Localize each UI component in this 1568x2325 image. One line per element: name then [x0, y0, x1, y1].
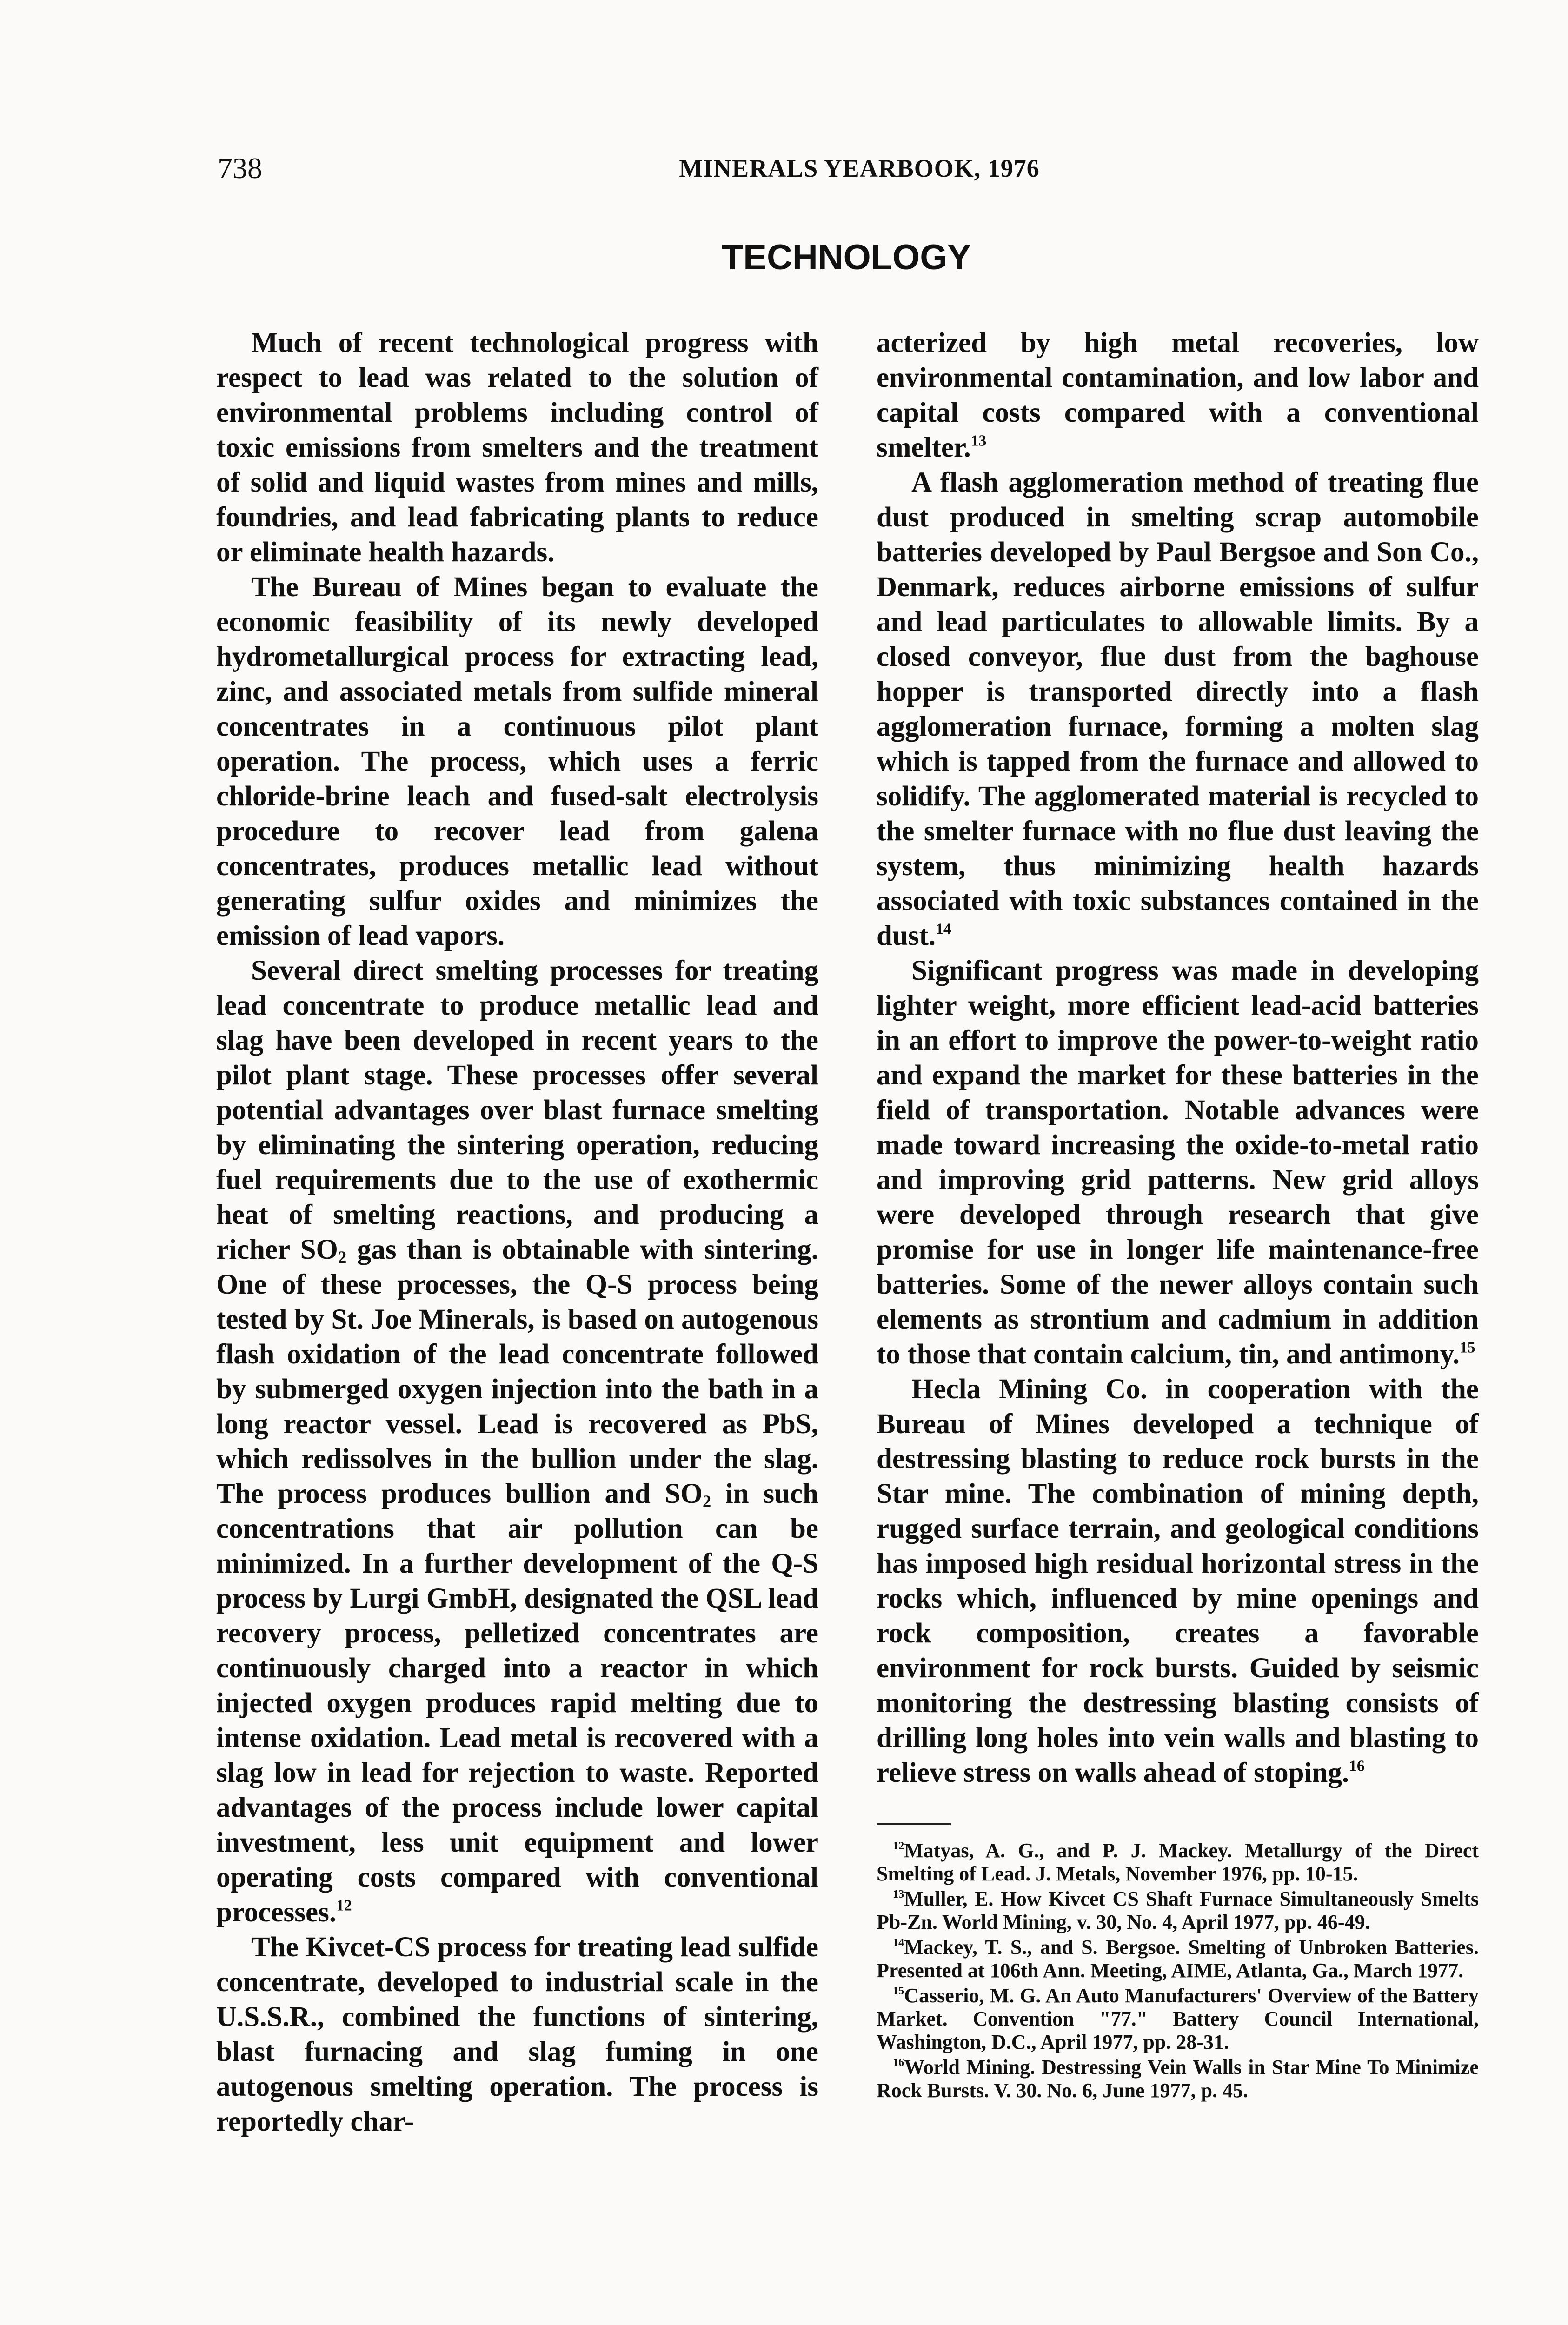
footnote-number: 15: [893, 1985, 904, 1998]
subscript: 2: [338, 1248, 347, 1267]
footnote-number: 14: [893, 1936, 904, 1949]
footnote-ref: 14: [936, 920, 951, 938]
footnote-text: Muller, E. How Kivcet CS Shaft Furnace Simultaneously Smelts Pb-Zn. World Mining, v. 30, No. 4, April 1977, pp. 46-49.: [877, 1887, 1479, 1933]
page-number: 738: [218, 152, 262, 185]
footnote-divider: [877, 1823, 951, 1825]
footnote-text: Casserio, M. G. An Auto Manufacturers' Overview of the Battery Market. Convention "77." Battery Council International, Washington, D.C., April 1977, pp. 28-31.: [877, 1984, 1479, 2053]
footnote: [877, 1839, 1479, 1886]
paragraph-3-text-c: in such concentrations that air pollution can be minimized. In a further development of the Q-S process by Lurgi GmbH, designated the QSL lead recovery process, pelletized concentrates are continuously charged into a reactor in which injected oxygen produces rapid melting due to intense oxidation. Lead metal is recovered with a slag low in lead for rejection to waste. Reported advantages of the process include lower capital investment, less unit equipment and lower operating costs compared with conventional processes.: [216, 1478, 818, 1928]
paragraph-6: [877, 953, 1479, 1372]
section-title: TECHNOLOGY: [721, 238, 971, 277]
running-title: MINERALS YEARBOOK, 1976: [679, 154, 1040, 182]
left-column: [216, 326, 818, 2139]
paragraph-7-text: Hecla Mining Co. in cooperation with the Bureau of Mines developed a technique of destressing blasting to reduce rock bursts in the Star mine. The combination of mining depth, rugged surface terrain, and geological conditions has imposed high residual horizontal stress in the rocks which, influenced by mine openings and rock composition, creates a favorable environment for rock bursts. Guided by seismic monitoring the destressing blasting consists of drilling long holes into vein walls and blasting to relieve stress on walls ahead of stoping.: [877, 1374, 1479, 1788]
footnote-ref: 12: [336, 1897, 352, 1914]
footnote-text: World Mining. Destressing Vein Walls in Star Mine To Minimize Rock Bursts. V. 30. No. 6, June 1977, p. 45.: [877, 2056, 1479, 2102]
paragraph-6-text: Significant progress was made in developing lighter weight, more efficient lead-acid batteries in an effort to improve the power-to-weight ratio and expand the market for these batteries in the field of transportation. Notable advances were made toward increasing the oxide-to-metal ratio and improving grid patterns. New grid alloys were developed through research that give promise for use in longer life maintenance-free batteries. Some of the newer alloys contain such elements as strontium and cadmium in addition to those that contain calcium, tin, and antimony.: [877, 955, 1479, 1370]
footnote-text: Matyas, A. G., and P. J. Mackey. Metallurgy of the Direct Smelting of Lead. J. Metals, November 1976, pp. 10-15.: [877, 1839, 1479, 1885]
paragraph-3-text-a: Several direct smelting processes for treating lead concentrate to produce metallic lead and slag have been developed in recent years to the pilot plant stage. These processes offer several potential advantages over blast furnace smelting by eliminating the sintering operation, reducing fuel requirements due to the use of exothermic heat of smelting reactions, and producing a richer SO: [216, 955, 818, 1265]
paragraph-1: Much of recent technological progress with respect to lead was related to the solution of environmental problems including control of toxic emissions from smelters and the treatment of solid and liquid wastes from mines and mills, foundries, and lead fabricating plants to reduce or eliminate health hazards.: [216, 327, 818, 568]
paragraph-4-cont-text: acterized by high metal recoveries, low environmental contamination, and low labor and capital costs compared with a conventional smelter.: [877, 327, 1479, 463]
footnote-number: 16: [893, 2056, 904, 2069]
footnotes: [877, 1839, 1479, 2102]
footnote-number: 13: [893, 1888, 904, 1901]
paragraph-4: The Kivcet-CS process for treating lead sulfide concentrate, developed to industrial scale in the U.S.S.R., combined the functions of sintering, blast furnacing and slag fuming in one autogenous smelting operation. The process is reportedly char-: [216, 1932, 818, 2137]
footnote-number: 12: [893, 1840, 904, 1853]
paragraph-5-text: A flash agglomeration method of treating flue dust produced in smelting scrap automobile batteries developed by Paul Bergsoe and Son Co., Denmark, reduces airborne emissions of sulfur and lead particulates to allowable limits. By a closed conveyor, flue dust from the baghouse hopper is transported directly into a flash agglomeration furnace, forming a molten slag which is tapped from the furnace and allowed to solidify. The agglomerated material is recycled to the smelter furnace with no flue dust leaving the system, thus minimizing health hazards associated with toxic substances contained in the dust.: [877, 467, 1479, 951]
footnote-ref: 15: [1460, 1339, 1475, 1356]
page-header: [218, 151, 1501, 188]
footnote-ref: 13: [970, 432, 987, 450]
footnote: [877, 1984, 1479, 2054]
paragraph-3: [216, 953, 818, 1930]
right-column: [877, 326, 1479, 2104]
paragraph-5: [877, 465, 1479, 953]
footnote-ref: 16: [1349, 1757, 1365, 1775]
subscript: 2: [702, 1492, 711, 1511]
paragraph-7: [877, 1372, 1479, 1790]
footnote: [877, 1887, 1479, 1934]
footnote: [877, 2056, 1479, 2102]
paragraph-4-continued: [877, 326, 1479, 465]
footnote: [877, 1936, 1479, 1982]
paragraph-3-text-b: gas than is obtainable with sintering. One of these processes, the Q-S process being tested by St. Joe Minerals, is based on autogenous flash oxidation of the lead concentrate followed by submerged oxygen injection into the bath in a long reactor vessel. Lead is recovered as PbS, which redissolves in the bullion under the slag. The process produces bullion and SO: [216, 1234, 818, 1509]
paragraph-2: The Bureau of Mines began to evaluate the economic feasibility of its newly developed hydrometallurgical process for extracting lead, zinc, and associated metals from sulfide mineral concentrates in a continuous pilot plant operation. The process, which uses a ferric chloride-brine leach and fused-salt electrolysis procedure to recover lead from galena concentrates, produces metallic lead without generating sulfur oxides and minimizes the emission of lead vapors.: [216, 571, 818, 951]
footnote-text: Mackey, T. S., and S. Bergsoe. Smelting of Unbroken Batteries. Presented at 106th Ann. Meeting, AIME, Atlanta, Ga., March 1977.: [877, 1936, 1479, 1982]
